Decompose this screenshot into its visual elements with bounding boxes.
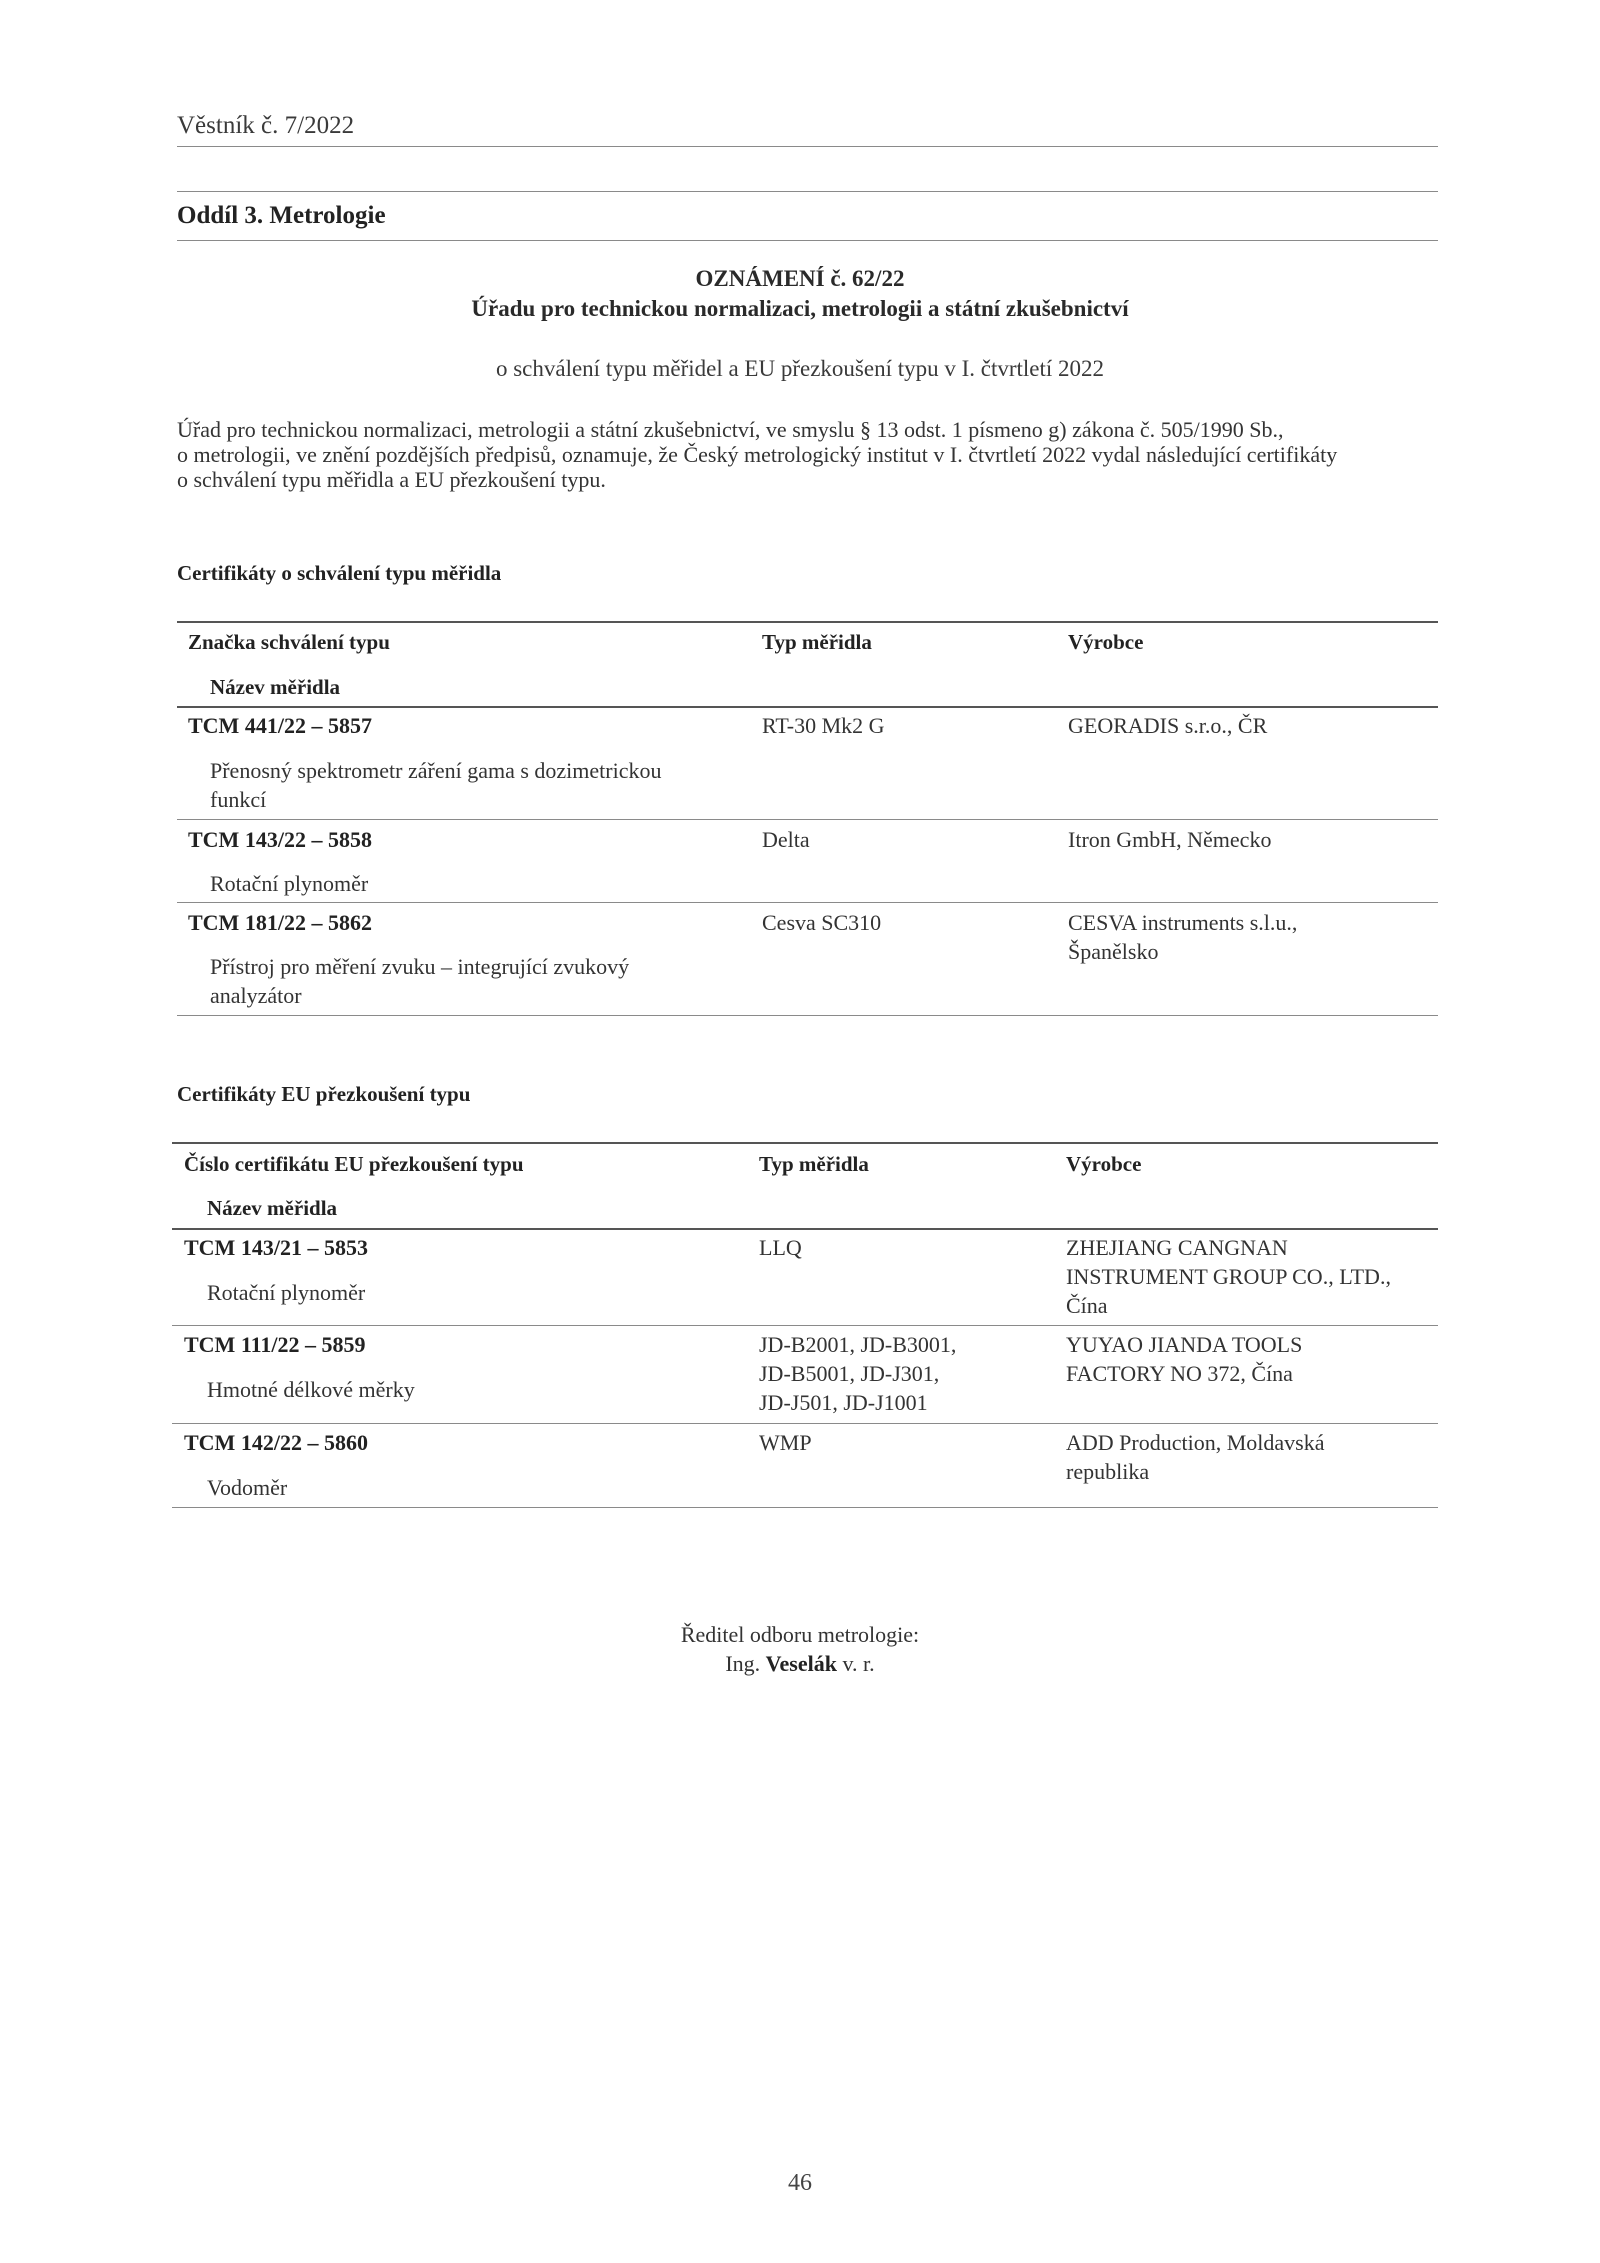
name-line: Přístroj pro měření zvuku – integrující zvukový <box>210 954 630 979</box>
table2-row2-maker <box>1066 1428 1324 1486</box>
table1-row2-type: Cesva SC310 <box>762 910 882 935</box>
section-rule-bottom <box>177 240 1438 241</box>
table1-row1-type: Delta <box>762 827 810 852</box>
table2-row0-code: TCM 143/21 – 5853 <box>184 1235 368 1260</box>
table2-row0-name: Rotační plynoměr <box>207 1280 366 1305</box>
intro-paragraph <box>177 417 1440 492</box>
table1-header-code: Značka schválení typu <box>188 630 390 654</box>
maker-line: ZHEJIANG CANGNAN <box>1066 1235 1288 1260</box>
name-line: Přenosný spektrometr záření gama s dozimetrickou <box>210 758 662 783</box>
table2-rule-header <box>172 1228 1438 1230</box>
header-rule <box>177 146 1438 147</box>
table1-row1-maker: Itron GmbH, Německo <box>1068 827 1272 852</box>
table1-row0-code: TCM 441/22 – 5857 <box>188 713 372 738</box>
table2-row1-name: Hmotné délkové měrky <box>207 1377 415 1402</box>
type-line: JD-J501, JD-J1001 <box>759 1390 928 1415</box>
table1-caption: Certifikáty o schválení typu měřidla <box>177 561 502 585</box>
table2-header-maker: Výrobce <box>1066 1152 1142 1176</box>
table2-row0-maker <box>1066 1233 1391 1320</box>
type-line: JD-B5001, JD-J301, <box>759 1361 940 1386</box>
maker-line: FACTORY NO 372, Čína <box>1066 1361 1293 1386</box>
signature-prefix: Ing. <box>725 1651 761 1676</box>
running-title: Věstník č. 7/2022 <box>177 112 355 139</box>
notice-subject: o schválení typu měřidel a EU přezkoušení typu v I. čtvrtletí 2022 <box>495 356 1105 381</box>
table2-row1-type <box>759 1330 956 1417</box>
table1-row1-code: TCM 143/22 – 5858 <box>188 827 372 852</box>
table2-row2-type: WMP <box>759 1430 812 1455</box>
table1-rule-header <box>177 706 1438 708</box>
table2-row2-name: Vodoměr <box>207 1475 288 1500</box>
signature-role: Ředitel odboru metrologie: <box>680 1622 920 1647</box>
table1-row-divider <box>177 902 1438 903</box>
intro-line: Úřad pro technickou normalizaci, metrologii a státní zkušebnictví, ve smyslu § 13 odst. 1 písmeno g) zákona č. 505/1990 Sb., <box>177 417 1284 442</box>
notice-title: OZNÁMENÍ č. 62/22 <box>695 266 905 291</box>
name-line: funkcí <box>210 787 267 812</box>
maker-line: INSTRUMENT GROUP CO., LTD., <box>1066 1264 1391 1289</box>
type-line: JD-B2001, JD-B3001, <box>759 1332 957 1357</box>
table1-row2-code: TCM 181/22 – 5862 <box>188 910 372 935</box>
table1-row1-name: Rotační plynoměr <box>210 871 369 896</box>
table1-header-type: Typ měřidla <box>762 630 872 654</box>
table1-row-divider <box>177 819 1438 820</box>
table1-rule-bottom <box>177 1015 1438 1016</box>
table2-rule-top <box>172 1142 1438 1144</box>
table2-rule-bottom <box>172 1507 1438 1508</box>
intro-line: o schválení typu měřidla a EU přezkoušení typu. <box>177 467 606 492</box>
table1-rule-top <box>177 621 1438 623</box>
section-rule-top <box>177 191 1438 192</box>
table2-header-name: Název měřidla <box>207 1196 338 1220</box>
name-line: analyzátor <box>210 983 302 1008</box>
signature-surname: Veselák <box>765 1651 837 1676</box>
table2-row0-type: LLQ <box>759 1235 802 1260</box>
signature-block <box>0 1620 1600 1678</box>
table1-row0-type: RT-30 Mk2 G <box>762 713 885 738</box>
signature-name <box>0 1649 1600 1678</box>
table2-row2-code: TCM 142/22 – 5860 <box>184 1430 368 1455</box>
table1-row2-maker <box>1068 908 1297 966</box>
page-number: 46 <box>788 2170 812 2196</box>
table2-header-code: Číslo certifikátu EU přezkoušení typu <box>184 1152 524 1176</box>
intro-line: o metrologii, ve znění pozdějších předpisů, oznamuje, že Český metrologický institut v I. čtvrtletí 2022 vydal následující certifikáty <box>177 442 1338 467</box>
signature-suffix: v. r. <box>842 1651 875 1676</box>
table2-row1-code: TCM 111/22 – 5859 <box>184 1332 366 1357</box>
maker-line: Španělsko <box>1068 939 1159 964</box>
table2-caption: Certifikáty EU přezkoušení typu <box>177 1082 471 1106</box>
table1-row0-name <box>210 756 661 814</box>
table2-row-divider <box>172 1423 1438 1424</box>
table2-row-divider <box>172 1325 1438 1326</box>
table1-header-maker: Výrobce <box>1068 630 1144 654</box>
maker-line: ADD Production, Moldavská <box>1066 1430 1325 1455</box>
maker-line: CESVA instruments s.l.u., <box>1068 910 1298 935</box>
notice-issuer: Úřadu pro technickou normalizaci, metrologii a státní zkušebnictví <box>471 296 1129 321</box>
maker-line: republika <box>1066 1459 1150 1484</box>
maker-line: YUYAO JIANDA TOOLS <box>1066 1332 1303 1357</box>
table1-row2-name <box>210 952 629 1010</box>
table1-row0-maker: GEORADIS s.r.o., ČR <box>1068 713 1268 738</box>
table1-header-name: Název měřidla <box>210 675 341 699</box>
section-title: Oddíl 3. Metrologie <box>177 202 386 229</box>
table2-header-type: Typ měřidla <box>759 1152 869 1176</box>
maker-line: Čína <box>1066 1293 1108 1318</box>
table2-row1-maker <box>1066 1330 1302 1388</box>
